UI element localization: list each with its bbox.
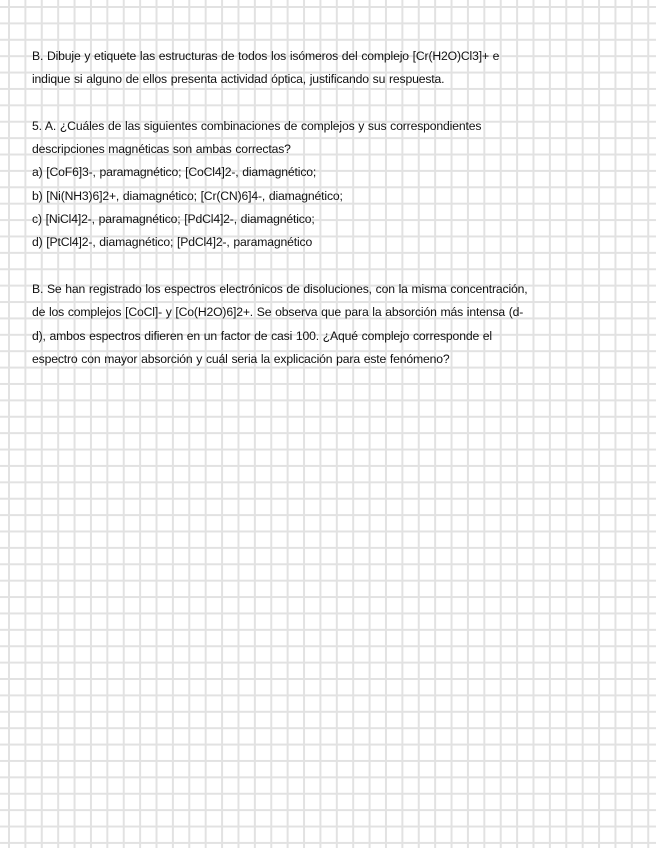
question-4b-line-1: B. Dibuje y etiquete las estructuras de todos los isómeros del complejo [Cr(H2O)Cl3]+ e [32,49,500,63]
question-5a [32,115,628,255]
paragraph-spacer [32,255,628,278]
question-5b-line-2: de los complejos [CoCl]- y [Co(H2O)6]2+. Se observa que para la absorción más intensa (d- [32,305,524,320]
question-5a-option-c: c) [NiCl4]2-, paramagnético; [PdCl4]2-, diamagnético; [32,212,315,227]
question-5a-prompt-line-1: 5. A. ¿Cuáles de las siguientes combinaciones de complejos y sus correspondientes [32,118,482,133]
question-5b-line-4: espectro con mayor absorción y cuál seria la explicación para este fenómeno? [32,351,450,366]
question-5b-line-3: d), ambos espectros difieren en un factor de casi 100. ¿Aqué complejo corresponde el [32,328,492,343]
question-5a-option-a: a) [CoF6]3-, paramagnético; [CoCl4]2-, diamagnético; [32,165,317,180]
question-5a-option-b: b) [Ni(NH3)6]2+, diamagnético; [Cr(CN)6]4-, diamagnético; [32,188,343,203]
question-5b-line-1: B. Se han registrado los espectros electrónicos de disoluciones, con la misma concentración, [32,281,528,296]
question-5b [32,278,628,371]
question-4b [32,45,628,92]
question-4b-line-2: indique si alguno de ellos presenta actividad óptica, justificando su respuesta. [32,72,445,87]
question-5a-option-d: d) [PtCl4]2-, diamagnético; [PdCl4]2-, paramagnético [32,235,313,250]
paragraph-spacer [32,92,628,115]
document-body [32,45,628,371]
question-5a-prompt-line-2: descripciones magnéticas son ambas correctas? [32,142,291,157]
